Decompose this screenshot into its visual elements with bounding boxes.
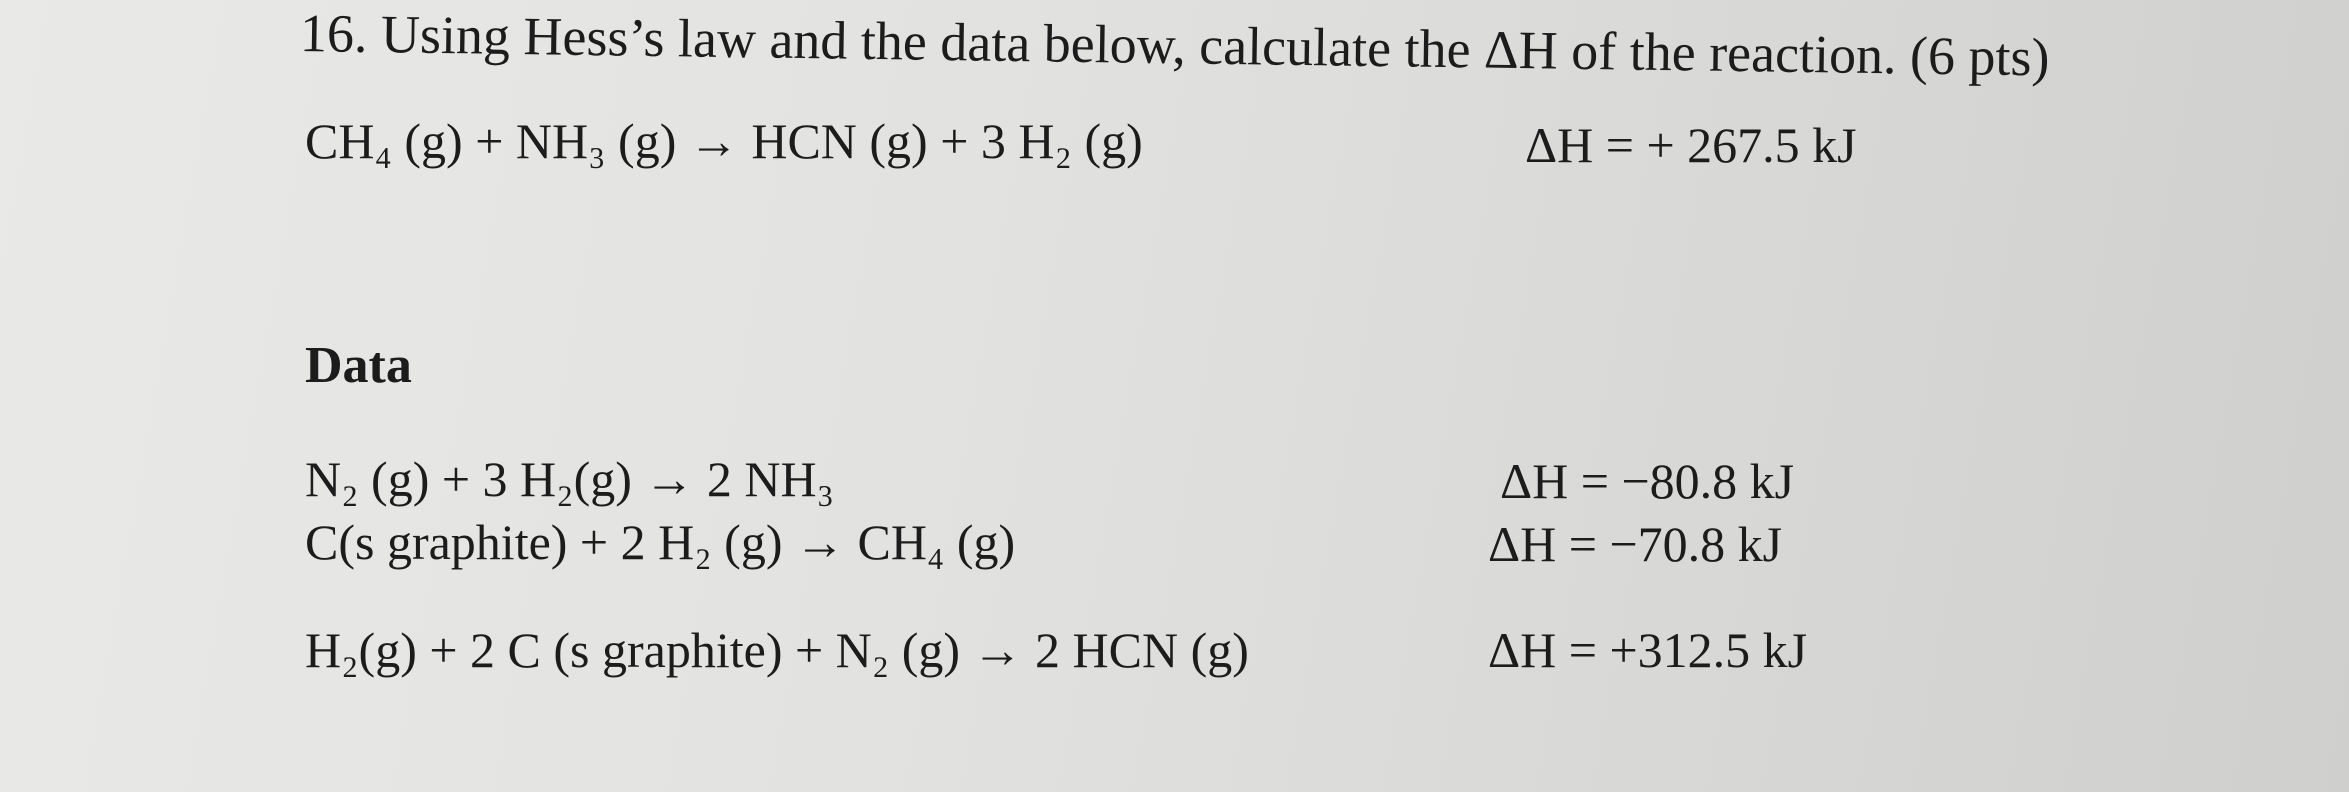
question-title: 16. Using Hess’s law and the data below, calculate the ΔH of the reaction. (6 pts) xyxy=(299,3,2050,88)
data-reaction-2-delta-h: ΔH = −70.8 kJ xyxy=(1488,516,1783,572)
data-reaction-1-equation: N₂ (g) + 3 H₂(g) → 2 NH₃ xyxy=(305,451,835,507)
data-reaction-3-equation: H₂(g) + 2 C (s graphite) + N₂ (g) → 2 HCN (g) xyxy=(305,622,1249,678)
target-reaction-delta-h: ΔH = + 267.5 kJ xyxy=(1525,117,1857,173)
data-reaction-3-delta-h: ΔH = +312.5 kJ xyxy=(1488,622,1808,678)
data-reaction-2-equation: C(s graphite) + 2 H₂ (g) → CH₄ (g) xyxy=(305,514,1016,570)
data-heading: Data xyxy=(305,337,412,394)
data-reaction-1-delta-h: ΔH = −80.8 kJ xyxy=(1500,453,1795,509)
target-reaction-equation: CH₄ (g) + NH₃ (g) → HCN (g) + 3 H₂ (g) xyxy=(305,113,1143,169)
